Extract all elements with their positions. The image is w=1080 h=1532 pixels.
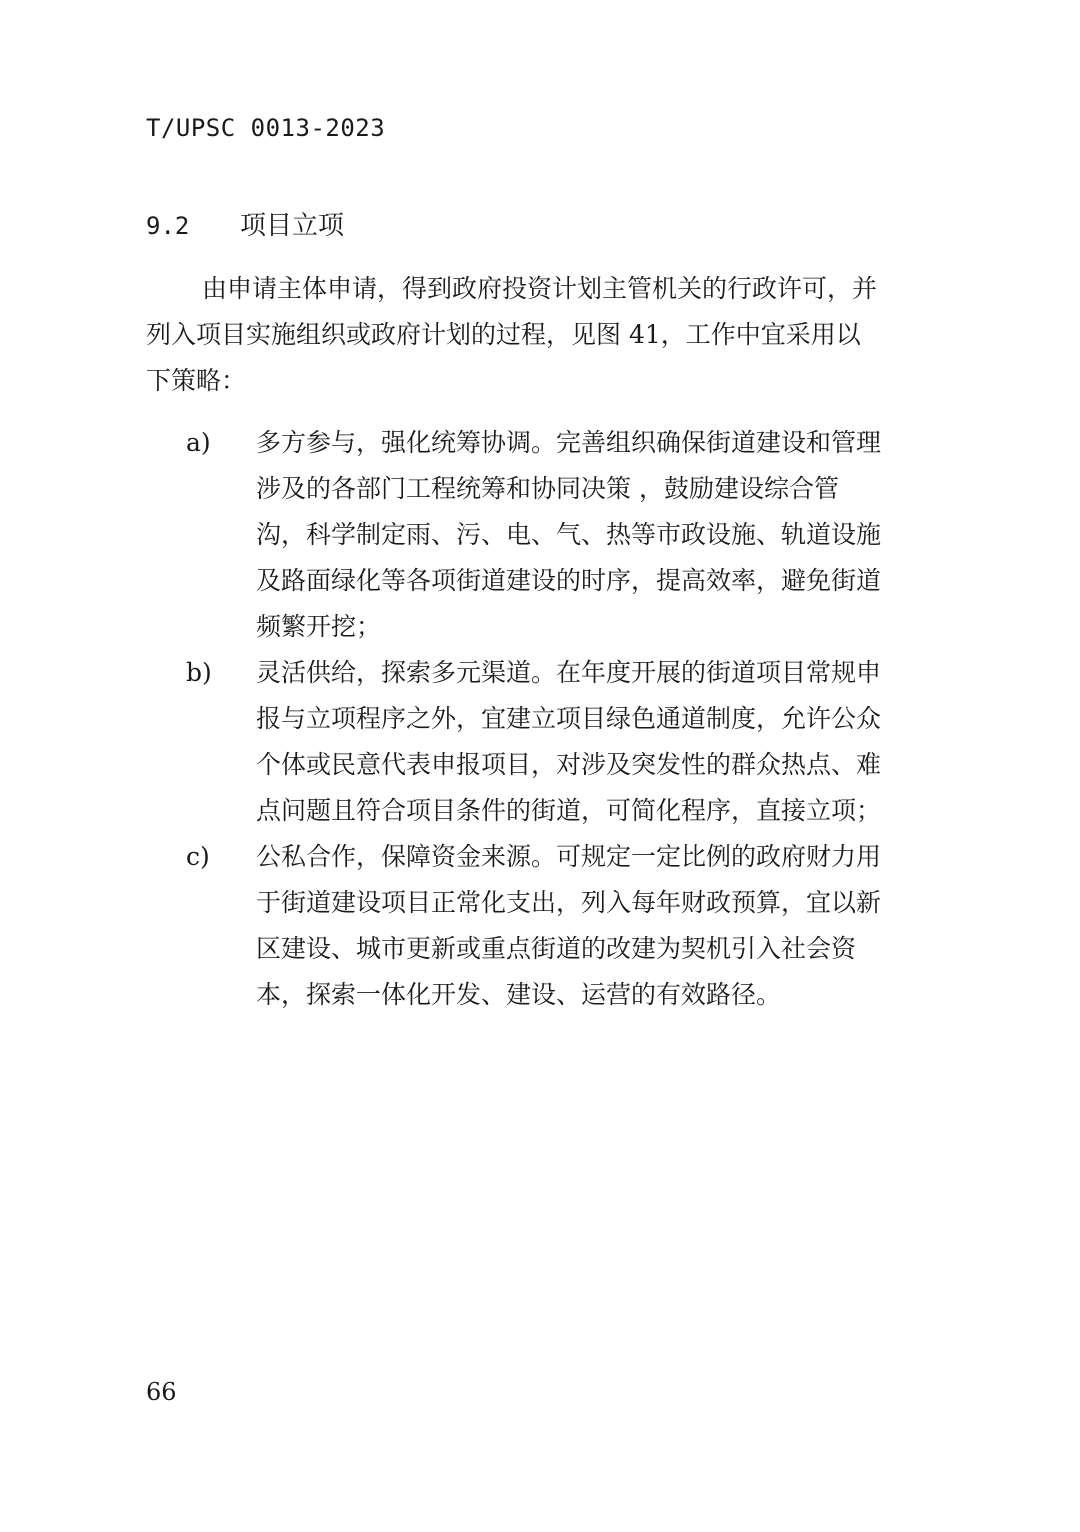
page-number: 66 (146, 1378, 177, 1406)
list-item-text: 公私合作，保障资金来源。可规定一定比例的政府财力用 于街道建设项目正常化支出，列入每年财政预算，宜以新 区建设、城市更新或重点街道的改建为契机引入社会资 本，探索一体化开发、建设、运营的有效路径。 (256, 842, 882, 1009)
document-code: T/UPSC 0013-2023 (146, 114, 386, 142)
section-title: 项目立项 (240, 211, 345, 241)
list-item-text: 多方参与，强化统筹协调。完善组织确保街道建设和管理 涉及的各部门工程统筹和协同决策 ，鼓励建设综合管 沟，科学制定雨、污、电、气、热等市政设施、轨道设施 及路面绿化等各项街道建设的时序，提高效率，避免街道 频繁开挖； (256, 428, 882, 641)
list-item-marker: b) (186, 658, 212, 687)
section-number: 9.2 (146, 212, 190, 240)
intro-paragraph: 由申请主体申请，得到政府投资计划主管机关的行政许可，并 列入项目实施组织或政府计划的过程，见图 41，工作中宜采用以 下策略： (146, 274, 878, 395)
list-item-text: 灵活供给，探索多元渠道。在年度开展的街道项目常规申 报与立项程序之外，宜建立项目绿色通道制度，允许公众 个体或民意代表申报项目，对涉及突发性的群众热点、难 点问题且符合项目条件的街道，可简化程序，直接立项； (256, 658, 882, 825)
list-item-marker: a) (186, 428, 211, 457)
list-item-marker: c) (186, 842, 210, 871)
